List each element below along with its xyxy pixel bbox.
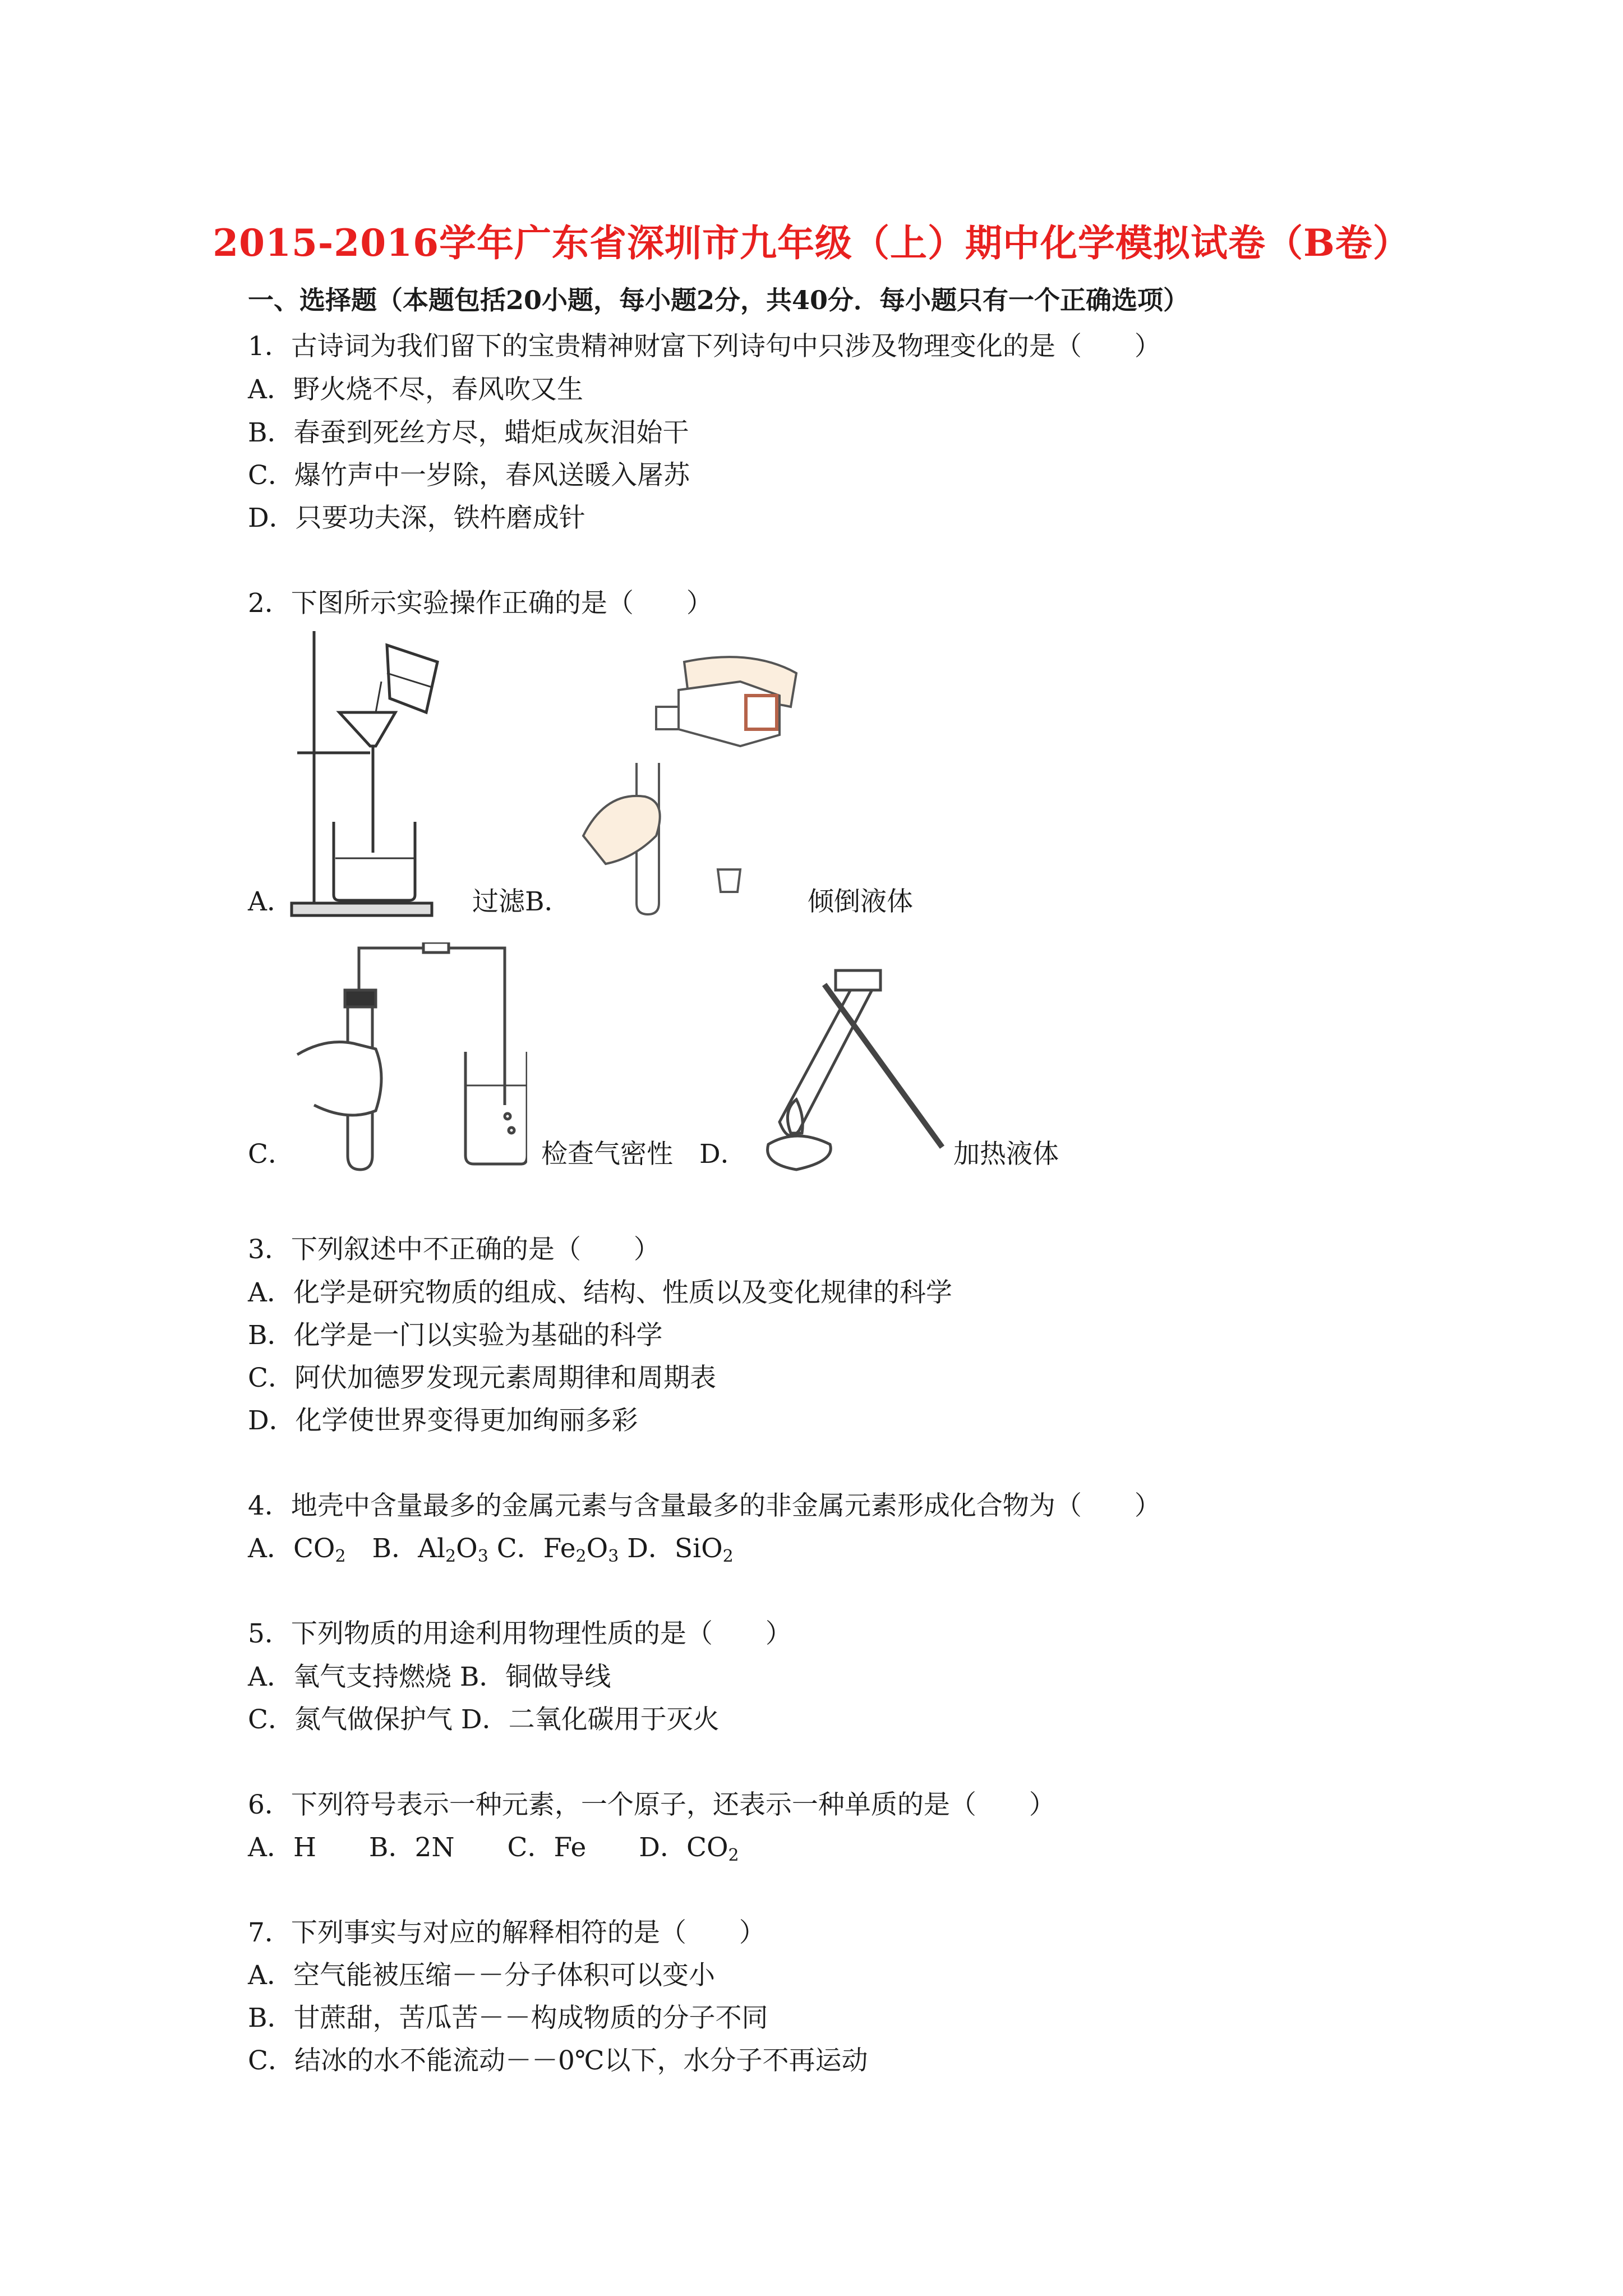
q5-options-cd: C．氮气做保护气 D．二氧化碳用于灭火 (248, 1704, 720, 1735)
q1-option-b: B．春蚕到死丝方尽，蜡炬成灰泪始干 (248, 417, 689, 448)
q7-option-c: C．结冰的水不能流动－－0℃以下，水分子不再运动 (248, 2045, 868, 2076)
figure-airtightness-check (292, 942, 527, 1178)
q4-options: A．$CO_2$ B．$Al_2O_3$ C．$Fe_2O_3$ D．SiO$_2$ (248, 1533, 734, 1566)
page-title: 2015-2016学年广东省深圳市九年级（上）期中化学模拟试卷（B卷） (213, 221, 1410, 265)
figure-pouring-liquid (572, 651, 808, 926)
figure-filtration (286, 628, 494, 920)
q5-options-ab: A．氧气支持燃烧 B．铜做导线 (248, 1662, 611, 1692)
q2-d-caption: 加热液体 (953, 1139, 1059, 1170)
q2-b-caption: 倾倒液体 (808, 886, 913, 917)
q2-a-caption: 过滤B． (472, 886, 571, 917)
q6-options: A．H B．2N C．Fe D．$CO_2$ (248, 1832, 739, 1865)
q1-option-d: D．只要功夫深，铁杵磨成针 (248, 503, 585, 533)
q6-stem: 6．下列符号表示一种元素，一个原子，还表示一种单质的是（ ） (248, 1789, 1055, 1820)
q5-stem: 5．下列物质的用途利用物理性质的是（ ） (248, 1618, 792, 1649)
q3-option-d: D．化学使世界变得更加绚丽多彩 (248, 1405, 638, 1436)
q3-option-c: C．阿伏加德罗发现元素周期律和周期表 (248, 1363, 716, 1393)
figure-heating-liquid (757, 954, 959, 1178)
q1-option-c: C．爆竹声中一岁除，春风送暖入屠苏 (248, 460, 690, 491)
q4-stem: 4．地壳中含量最多的金属元素与含量最多的非金属元素形成化合物为（ ） (248, 1490, 1161, 1521)
q3-option-b: B．化学是一门以实验为基础的科学 (248, 1320, 663, 1351)
q1-option-a: A．野火烧不尽，春风吹又生 (248, 374, 583, 405)
q7-stem: 7．下列事实与对应的解释相符的是（ ） (248, 1917, 766, 1948)
q7-option-b: B．甘蔗甜，苦瓜苦－－构成物质的分子不同 (248, 2003, 768, 2033)
q1-stem: 1．古诗词为我们留下的宝贵精神财富下列诗句中只涉及物理变化的是（ ） (248, 331, 1161, 362)
section-heading: 一、选择题（本题包括20小题，每小题2分，共40分．每小题只有一个正确选项） (248, 285, 1189, 315)
q2-c-letter: C． (248, 1139, 294, 1170)
q2-a-letter: A． (248, 886, 293, 917)
q7-option-a: A．空气能被压缩－－分子体积可以变小 (248, 1960, 715, 1991)
q2-stem: 2．下图所示实验操作正确的是（ ） (248, 588, 713, 619)
q2-c-caption: 检查气密性 D． (541, 1139, 747, 1170)
q3-stem: 3．下列叙述中不正确的是（ ） (248, 1234, 660, 1265)
q3-option-a: A．化学是研究物质的组成、结构、性质以及变化规律的科学 (248, 1277, 952, 1308)
